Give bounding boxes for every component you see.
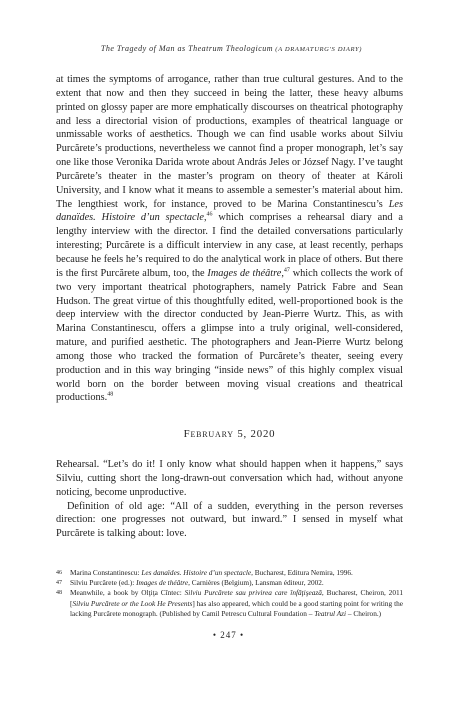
book-title: Les danaïdes. Histoire d’un spectacle — [56, 198, 403, 224]
footnote-text: Silviu Purcărete (ed.): Images de théâtre, Carnières (Belgium), Lansman éditeur, 2002. — [70, 578, 324, 588]
footnote-text: Marina Constantinescu: Les danaïdes. Histoire d’un spectacle, Bucharest, Editura Nemira, 1996. — [70, 568, 353, 577]
footnote-ref[interactable]: 47 — [283, 267, 290, 274]
paragraph: at times the symptoms of arrogance, rather than true cultural gestures. And to the extent that now and then they succeed in being the latter, these heavy albums printed on glossy paper are more emphatically discourses on theatrical photography and less a directorial vision of productions, examples of theatrical language or unmissable works of aesthetics. Though we can find usable works about Silviu Purcărete’s productions, nevertheless we cannot find a proper monograph, let’s say one like those Veronika Darida wrote about András Jeles or József Nagy. I’ve taught Purcărete’s theater in the master’s program on theory of theater at Károli University, and I know what it means to assemble a semester’s material about him. The lengthiest work, for instance, proved to be Marina Constantinescu’s Les danaïdes. Histoire d’un spectacle,$^{46}$ which comprises a rehearsal diary and a lengthy interview with the director. I find the detailed conversations particularly interesting; Purcărete is a difficult interview in any case, at least recently, perhaps because he feels he’s required to do the analytical work in place of others. But there is the first Purcărete album, too, the Images de théâtre,$^{47}$ which collects the work of two very important theatrical photographers, namely Patrick Fabre and Sean Hudson. The great virtue of this thoughtfully edited, well-proportioned book is the deep interview with the director conducted by Jean-Pierre Wurtz. This, as with Marina Constantinescu, offers a glimpse into a truly original, well-considered, mature, and purified aesthetic. The photographers and Jean-Pierre Wurtz belong among those who tracked the formation of Purcărete’s theater, seeing every production and in this way bringing “inside news” of this highly complex visual world born on the border between moving visual creations and theatrical productions.$^{48}$ — [56, 74, 403, 404]
paragraph-text: at times the symptoms of arrogance, rather than true cultural gestures. And to the extent that now and then they succeed in being the latter, these heavy albums printed on glossy paper are more emphatically discourses on theatrical photography and less a directorial vision of productions, examples of theatrical language or unmissable works of aesthetics. Though we can find usable works about Silviu Purcărete’s productions, nevertheless we cannot find a proper monograph, let’s say one like those Veronika Darida wrote about András Jeles or József Nagy. I’ve taught Purcărete’s theater in the master’s program on theory of theater at Károli University, and I know what it means to assemble a semester’s material about him. The lengthiest work, for instance, proved to be Marina Constantinescu’s — [56, 74, 403, 210]
footnote-number: 48 — [56, 590, 62, 597]
running-header-title: The Tragedy of Man as Theatrum Theologicum — [100, 44, 274, 53]
paragraph: Rehearsal. “Let’s do it! I only know what should happen when it happens,” says Silviu, cutting short the long-drawn-out conversation which had, without anyone noticing, become unproductive. — [56, 459, 403, 498]
footnote — [56, 568, 403, 578]
paragraph-text: which comprises a rehearsal diary and a lengthy interview with the director. I find the detailed conversations particularly interesting; Purcărete is a difficult interview in any case, at least recently, perhaps because he feels he’s required to do the analytical work in place of others. But there is the first Purcărete album, too, the — [56, 212, 403, 279]
footnote-text: Meanwhile, a book by Olţiţa Cîntec: Silviu Purcărete sau privirea care înfăţişează, Bucharest, Cheiron, 2011 [Silviu Purcărete or the Look He Presents] has also appeared, which could be a good starting point for writing the lacking Purcărete monograph. (Published by Camil Petrescu Cultural Foundation – Teatrul Azi – Cheiron.) — [70, 588, 404, 618]
footnote — [56, 588, 403, 619]
paragraph-text: which collects the work of two very important theatrical photographers, namely Patrick Fabre and Sean Hudson. The great virtue of this thoughtfully edited, well-proportioned book is the deep interview with the director conducted by Jean-Pierre Wurtz. This, as with Marina Constantinescu, offers a glimpse into a truly original, well-considered, mature, and purified aesthetic. The photographers and Jean-Pierre Wurtz belong among those who tracked the formation of Purcărete’s theater, seeing every production and in this way bringing “inside news” of this highly complex visual world born on the border between moving visual creations and theatrical productions. — [56, 267, 403, 404]
footnote-number: 47 — [56, 580, 62, 587]
footnote-number: 46 — [56, 570, 62, 576]
body-text — [56, 73, 403, 541]
footnotes — [56, 568, 403, 619]
paragraph: Definition of old age: “All of a sudden, everything in the person reverses direction: one progresses not outward, but inward.” I sensed in myself what Purcărete is talking about: love. — [56, 500, 403, 540]
diary-date-heading: February 5, 2020 — [183, 428, 276, 441]
footnote-ref[interactable]: 46 — [206, 212, 213, 219]
footnote-ref[interactable]: 48 — [107, 391, 114, 398]
page-number: • 247 • — [212, 630, 245, 640]
book-title: Images de théâtre — [207, 267, 282, 279]
running-header — [40, 44, 423, 53]
running-header-subtitle: (A DRAMATURG'S DIARY) — [273, 46, 363, 53]
footnote — [56, 578, 403, 588]
